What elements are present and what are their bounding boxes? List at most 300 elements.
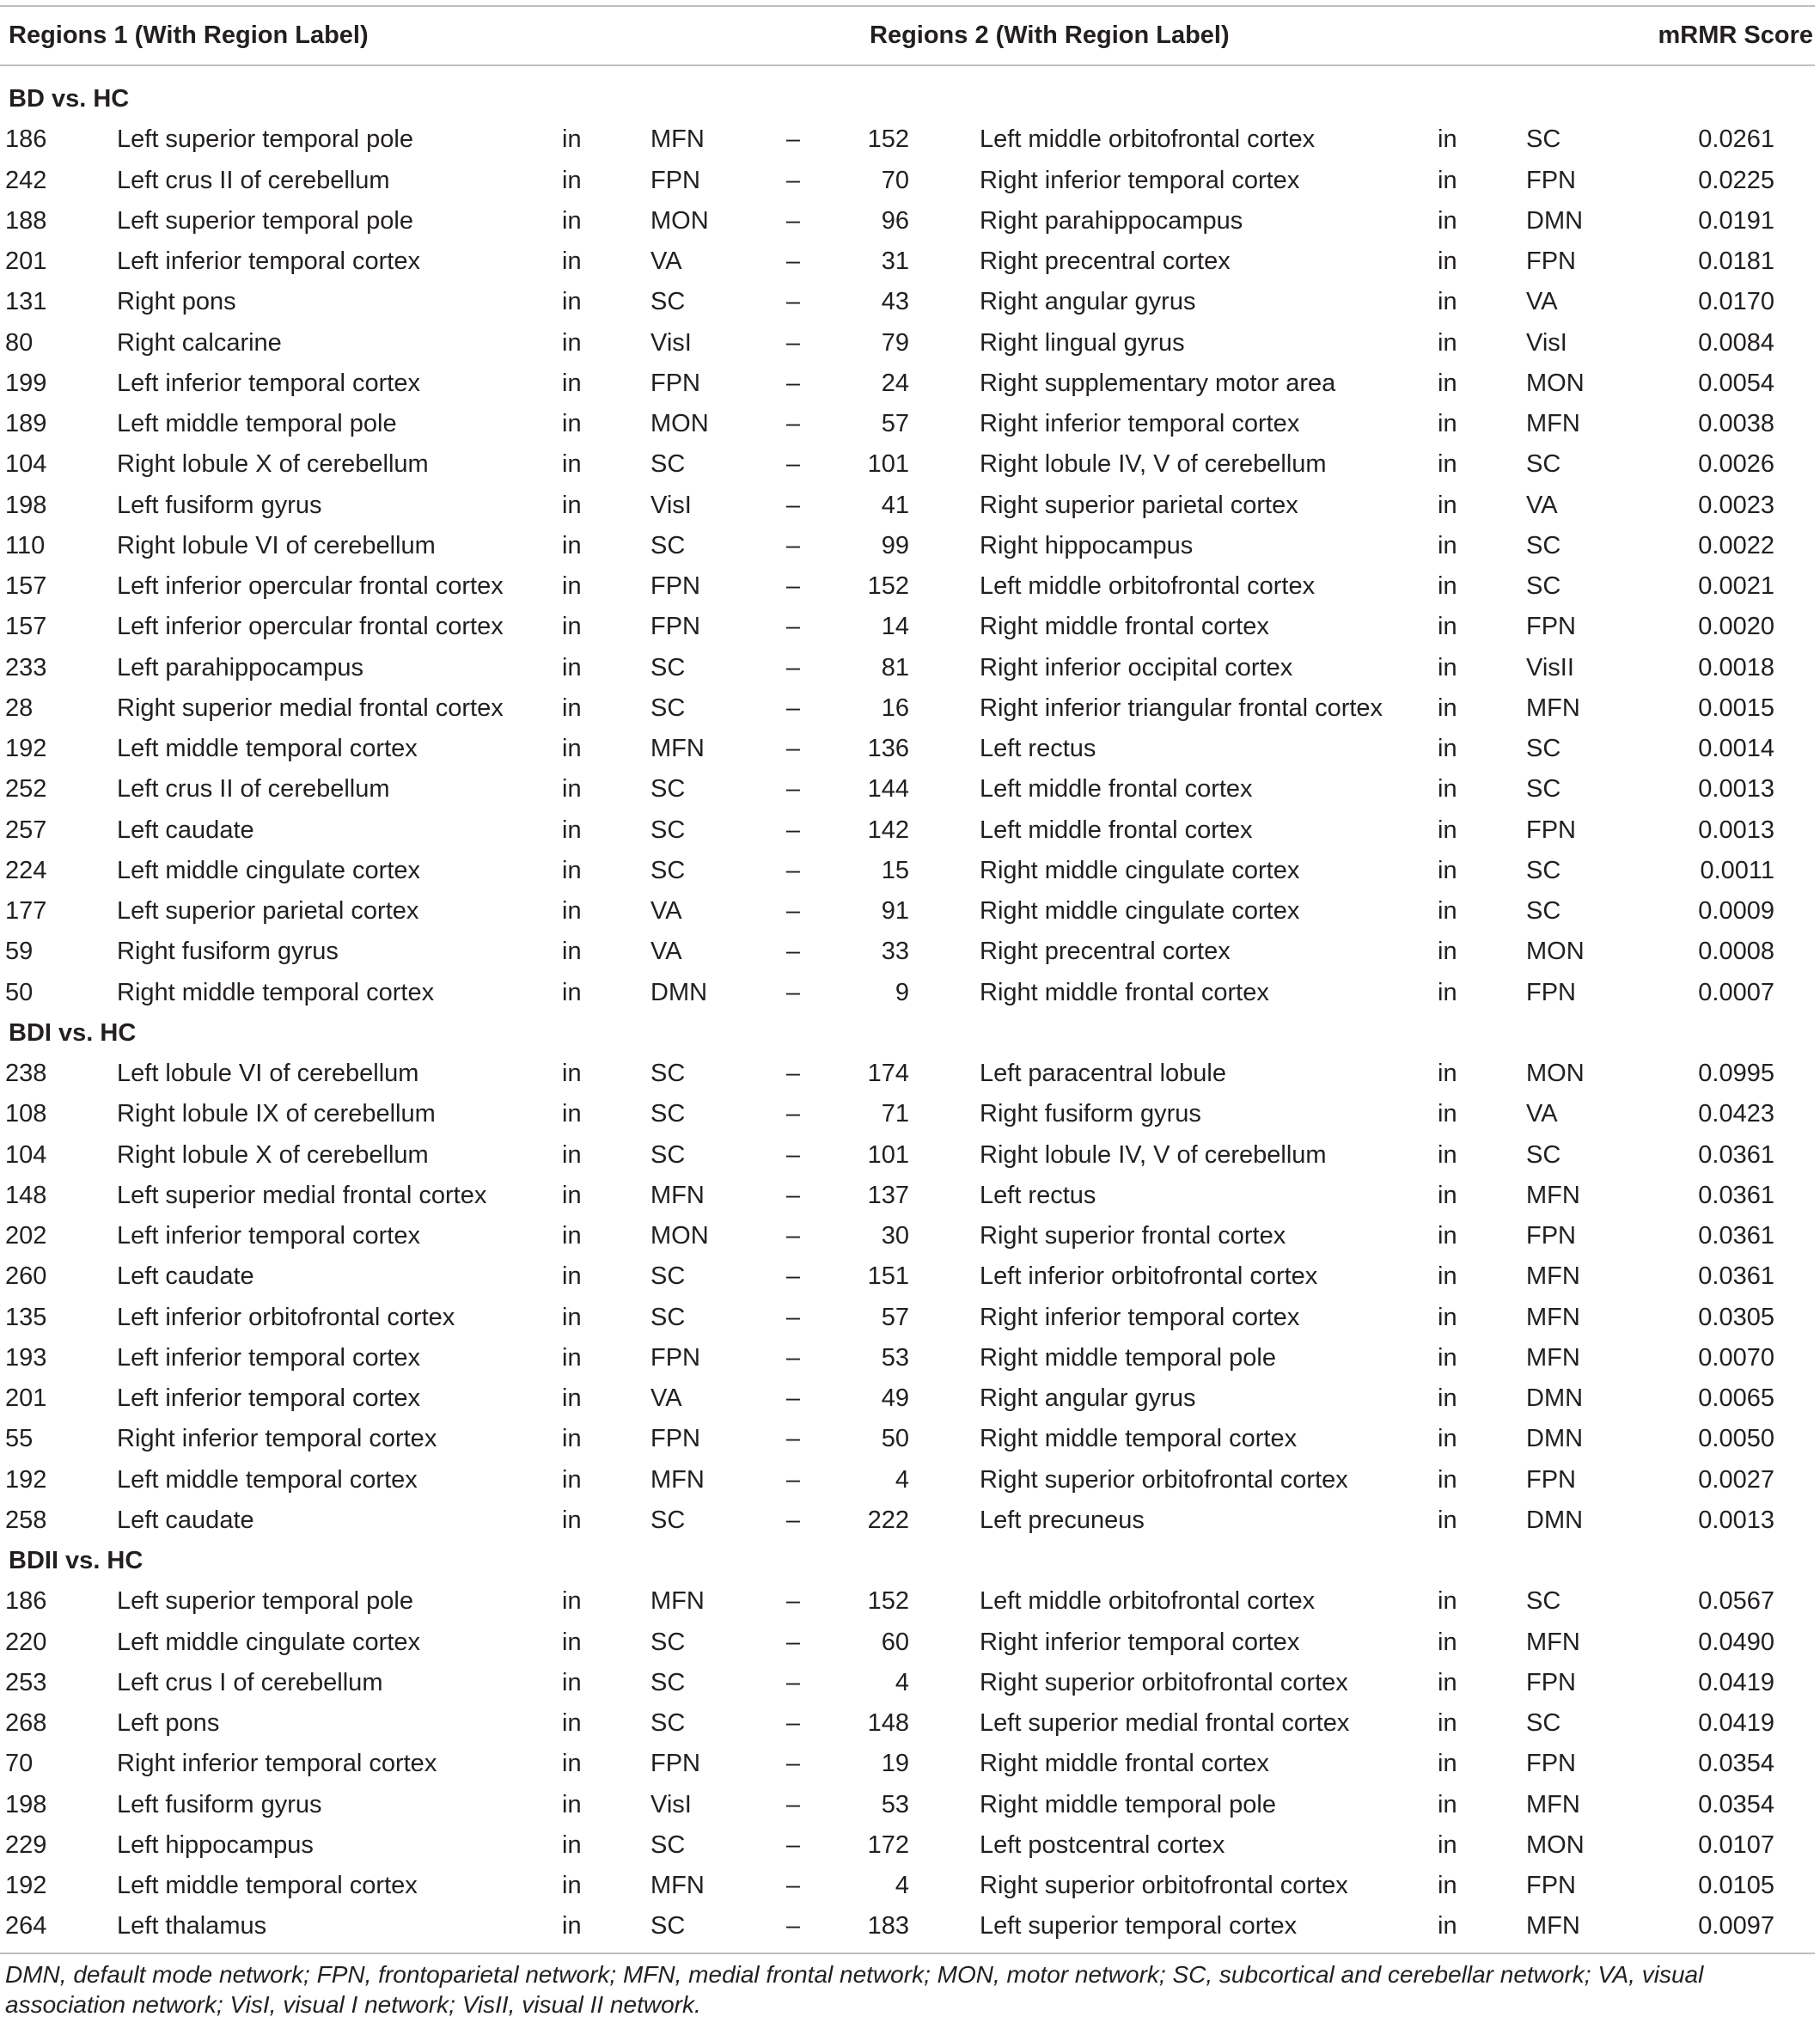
region2-network: FPN [1526, 1222, 1576, 1250]
region1-name: Left caudate [117, 1506, 254, 1534]
mrmr-score: 0.0084 [1698, 328, 1774, 357]
region1-name: Left pons [117, 1709, 220, 1737]
mrmr-score: 0.0070 [1698, 1343, 1774, 1372]
region1-name: Left inferior temporal cortex [117, 1343, 420, 1372]
mrmr-score: 0.0423 [1698, 1100, 1774, 1128]
region2-name: Right middle frontal cortex [980, 1750, 1269, 1778]
connector-dash: – [785, 1425, 801, 1453]
region1-index: 198 [5, 491, 47, 519]
mrmr-score: 0.0225 [1698, 166, 1774, 194]
region2-name: Right inferior triangular frontal cortex [980, 694, 1383, 722]
region1-in: in [562, 1506, 582, 1534]
region2-in: in [1438, 1912, 1457, 1940]
mrmr-score: 0.0181 [1698, 248, 1774, 275]
region2-in: in [1438, 1465, 1457, 1494]
table-row [0, 1623, 1820, 1663]
region1-index: 202 [5, 1222, 47, 1250]
connector-dash: – [785, 1830, 801, 1859]
connector-dash: – [785, 1465, 801, 1494]
region1-index: 199 [5, 369, 47, 397]
region1-in: in [562, 694, 582, 722]
table-row [0, 810, 1820, 851]
mrmr-score: 0.0050 [1698, 1425, 1774, 1453]
region1-name: Right lobule X of cerebellum [117, 450, 429, 479]
region1-network: SC [650, 1628, 686, 1656]
region1-name: Right inferior temporal cortex [117, 1425, 437, 1453]
region2-in: in [1438, 897, 1457, 925]
table-row [0, 1298, 1820, 1338]
region1-index: 186 [5, 125, 47, 154]
region1-network: MON [650, 1222, 709, 1250]
region2-in: in [1438, 125, 1457, 154]
region2-network: FPN [1526, 613, 1576, 641]
region1-name: Left superior temporal pole [117, 1587, 413, 1616]
region1-name: Left inferior temporal cortex [117, 1384, 420, 1412]
region1-index: 131 [5, 288, 47, 316]
mrmr-score: 0.0038 [1698, 410, 1774, 437]
region1-in: in [562, 735, 582, 762]
top-rule [0, 5, 1815, 7]
region2-network: SC [1526, 531, 1561, 559]
connector-dash: – [785, 491, 801, 519]
connector-dash: – [785, 572, 801, 600]
region2-name: Right precentral cortex [980, 938, 1231, 966]
region1-network: VA [650, 248, 682, 275]
region1-index: 242 [5, 166, 47, 194]
region1-in: in [562, 248, 582, 275]
region2-name: Right lingual gyrus [980, 328, 1185, 357]
table-row [0, 161, 1820, 201]
region1-name: Right middle temporal cortex [117, 978, 435, 1006]
table-row [0, 1216, 1820, 1256]
region1-network: FPN [650, 613, 700, 641]
connector-dash: – [785, 1384, 801, 1412]
region2-index: 174 [867, 1060, 909, 1087]
connector-dash: – [785, 1668, 801, 1696]
region1-index: 50 [5, 978, 34, 1006]
connector-dash: – [785, 897, 801, 925]
mrmr-score: 0.0361 [1698, 1222, 1774, 1250]
mrmr-score: 0.0011 [1700, 856, 1774, 884]
region2-in: in [1438, 1790, 1457, 1818]
region2-index: 9 [895, 978, 909, 1006]
region1-index: 55 [5, 1425, 34, 1453]
region1-network: VA [650, 897, 682, 925]
region1-network: MFN [650, 1181, 705, 1209]
region1-in: in [562, 1100, 582, 1128]
footnote: DMN, default mode network; FPN, frontoparietal network; MFN, medial frontal network; MON, motor network; SC, subcortical and cerebellar network; VA, visual association network; VisI, visual I network; VisII, visual II network. [5, 1961, 1704, 2018]
region1-in: in [562, 816, 582, 844]
group-header-row [0, 1541, 1820, 1581]
region2-in: in [1438, 1709, 1457, 1737]
table-row [0, 1906, 1820, 1946]
region1-name: Left inferior temporal cortex [117, 1222, 420, 1250]
region1-network: SC [650, 1100, 686, 1128]
region2-name: Right fusiform gyrus [980, 1100, 1201, 1128]
region2-in: in [1438, 1872, 1457, 1899]
table-row [0, 1378, 1820, 1419]
mrmr-score: 0.0015 [1698, 694, 1774, 722]
mrmr-score: 0.0054 [1698, 369, 1774, 397]
table-row [0, 282, 1820, 322]
region1-in: in [562, 1709, 582, 1737]
region1-index: 258 [5, 1506, 47, 1534]
region2-index: 152 [867, 572, 909, 600]
region1-index: 252 [5, 775, 47, 804]
region2-index: 137 [867, 1181, 909, 1209]
region2-network: DMN [1526, 206, 1584, 235]
region1-name: Left superior parietal cortex [117, 897, 419, 925]
region2-name: Right angular gyrus [980, 288, 1196, 316]
region1-name: Left crus II of cerebellum [117, 775, 390, 804]
region1-in: in [562, 1140, 582, 1169]
mrmr-score: 0.0018 [1698, 653, 1774, 681]
region2-in: in [1438, 491, 1457, 519]
connector-dash: – [785, 1750, 801, 1778]
region2-in: in [1438, 572, 1457, 600]
region2-in: in [1438, 328, 1457, 357]
connector-dash: – [785, 288, 801, 316]
region2-index: 15 [881, 856, 909, 884]
region2-network: MFN [1526, 1181, 1580, 1209]
mrmr-score: 0.0354 [1698, 1750, 1774, 1778]
region1-index: 108 [5, 1100, 47, 1128]
region1-in: in [562, 572, 582, 600]
region2-index: 24 [881, 369, 909, 397]
table-row [0, 1135, 1820, 1176]
region1-network: MFN [650, 1587, 705, 1616]
region2-network: SC [1526, 1709, 1561, 1737]
region2-in: in [1438, 694, 1457, 722]
region2-network: DMN [1526, 1506, 1584, 1534]
region1-network: SC [650, 1830, 686, 1859]
region1-index: 70 [5, 1750, 34, 1778]
region1-index: 177 [5, 897, 47, 925]
connector-dash: – [785, 1587, 801, 1616]
region1-index: 201 [5, 1384, 47, 1412]
region1-index: 192 [5, 1872, 47, 1899]
region2-index: 71 [881, 1100, 909, 1128]
region1-index: 110 [5, 531, 46, 559]
region1-in: in [562, 1060, 582, 1087]
region1-name: Right inferior temporal cortex [117, 1750, 437, 1778]
region1-name: Left hippocampus [117, 1830, 314, 1859]
region1-index: 253 [5, 1668, 47, 1696]
region1-in: in [562, 653, 582, 681]
region2-name: Right middle temporal pole [980, 1790, 1276, 1818]
mrmr-score: 0.0013 [1698, 1506, 1774, 1534]
region2-network: SC [1526, 735, 1561, 762]
region1-in: in [562, 1830, 582, 1859]
region1-name: Right superior medial frontal cortex [117, 694, 504, 722]
region1-in: in [562, 450, 582, 479]
region2-index: 101 [867, 450, 909, 479]
connector-dash: – [785, 1303, 801, 1331]
region1-network: MON [650, 206, 709, 235]
region1-name: Left thalamus [117, 1912, 267, 1940]
header-regions-1: Regions 1 (With Region Label) [9, 21, 369, 49]
region2-name: Right hippocampus [980, 531, 1194, 559]
region1-in: in [562, 938, 582, 966]
region1-network: FPN [650, 1425, 700, 1453]
region2-in: in [1438, 1506, 1457, 1534]
region2-name: Left middle frontal cortex [980, 775, 1253, 804]
region2-network: FPN [1526, 1465, 1576, 1494]
mrmr-score: 0.0261 [1698, 125, 1774, 154]
table-row [0, 1785, 1820, 1825]
table-row [0, 607, 1820, 647]
connector-dash: – [785, 1100, 801, 1128]
table-row [0, 648, 1820, 688]
region1-name: Left inferior opercular frontal cortex [117, 572, 504, 600]
connector-dash: – [785, 328, 801, 357]
region1-in: in [562, 1790, 582, 1818]
region2-network: MFN [1526, 1343, 1580, 1372]
region2-in: in [1438, 1668, 1457, 1696]
region1-index: 238 [5, 1060, 47, 1087]
connector-dash: – [785, 613, 801, 641]
region2-index: 152 [867, 125, 909, 154]
connector-dash: – [785, 1628, 801, 1656]
mrmr-score: 0.0023 [1698, 491, 1774, 519]
region1-name: Right lobule X of cerebellum [117, 1140, 429, 1169]
region1-in: in [562, 166, 582, 194]
region2-network: SC [1526, 1140, 1561, 1169]
region1-name: Right lobule IX of cerebellum [117, 1100, 436, 1128]
region1-name: Left inferior orbitofrontal cortex [117, 1303, 455, 1331]
connector-dash: – [785, 1060, 801, 1087]
region2-name: Right inferior temporal cortex [980, 166, 1300, 194]
table-row [0, 364, 1820, 404]
region2-name: Left precuneus [980, 1506, 1145, 1534]
connector-dash: – [785, 694, 801, 722]
region2-name: Right precentral cortex [980, 248, 1231, 275]
region2-network: DMN [1526, 1384, 1584, 1412]
region2-name: Left middle orbitofrontal cortex [980, 125, 1316, 154]
region2-network: SC [1526, 775, 1561, 804]
region2-index: 152 [867, 1587, 909, 1616]
connector-dash: – [785, 1343, 801, 1372]
region1-in: in [562, 491, 582, 519]
region2-network: SC [1526, 1587, 1561, 1616]
connector-dash: – [785, 1912, 801, 1940]
group-header-row [0, 1013, 1820, 1054]
region2-index: 144 [867, 775, 909, 804]
region1-index: 59 [5, 938, 34, 966]
region2-network: MFN [1526, 1628, 1580, 1656]
connector-dash: – [785, 653, 801, 681]
region1-network: MON [650, 410, 709, 437]
connector-dash: – [785, 1140, 801, 1169]
region2-index: 4 [895, 1465, 909, 1494]
region2-in: in [1438, 369, 1457, 397]
region2-name: Left superior medial frontal cortex [980, 1709, 1350, 1737]
region1-in: in [562, 775, 582, 804]
region1-name: Right fusiform gyrus [117, 938, 339, 966]
region2-name: Left middle frontal cortex [980, 816, 1253, 844]
region1-network: SC [650, 288, 686, 316]
region1-in: in [562, 1465, 582, 1494]
mrmr-score: 0.0361 [1698, 1181, 1774, 1209]
region2-name: Right middle cingulate cortex [980, 897, 1300, 925]
region1-name: Left middle temporal cortex [117, 735, 418, 762]
bottom-rule [0, 1953, 1815, 1954]
region2-index: 53 [881, 1790, 909, 1818]
region2-network: SC [1526, 450, 1561, 479]
table-row [0, 241, 1820, 282]
region1-network: SC [650, 1912, 686, 1940]
region1-index: 135 [5, 1303, 47, 1331]
region2-index: 142 [867, 816, 909, 844]
table-row [0, 932, 1820, 972]
region2-in: in [1438, 1384, 1457, 1412]
region1-index: 229 [5, 1830, 47, 1859]
region1-in: in [562, 125, 582, 154]
region1-in: in [562, 206, 582, 235]
region2-name: Left postcentral cortex [980, 1830, 1225, 1859]
region1-in: in [562, 856, 582, 884]
table-row [0, 769, 1820, 810]
mrmr-score: 0.0305 [1698, 1303, 1774, 1331]
group-title: BDII vs. HC [9, 1547, 144, 1574]
region1-index: 198 [5, 1790, 47, 1818]
region1-in: in [562, 897, 582, 925]
mrmr-score: 0.0419 [1698, 1668, 1774, 1696]
region1-in: in [562, 978, 582, 1006]
region2-network: FPN [1526, 1750, 1576, 1778]
region2-index: 43 [881, 288, 909, 316]
region2-in: in [1438, 1140, 1457, 1169]
region1-network: VisI [650, 1790, 692, 1818]
region1-in: in [562, 1384, 582, 1412]
region2-in: in [1438, 1343, 1457, 1372]
region2-name: Right parahippocampus [980, 206, 1243, 235]
connector-dash: – [785, 978, 801, 1006]
region2-in: in [1438, 166, 1457, 194]
header-mrmr-score: mRMR Score [1658, 21, 1813, 49]
mrmr-score: 0.0013 [1698, 816, 1774, 844]
connector-dash: – [785, 1262, 801, 1291]
region1-in: in [562, 1750, 582, 1778]
region1-network: SC [650, 1709, 686, 1737]
table-row [0, 1419, 1820, 1459]
region1-in: in [562, 1587, 582, 1616]
connector-dash: – [785, 206, 801, 235]
region1-network: SC [650, 1262, 686, 1291]
region2-name: Right middle temporal pole [980, 1343, 1276, 1372]
region1-index: 260 [5, 1262, 47, 1291]
region2-index: 222 [867, 1506, 909, 1534]
region2-network: SC [1526, 125, 1561, 154]
region2-index: 14 [881, 613, 909, 641]
mrmr-score: 0.0107 [1698, 1830, 1774, 1859]
region1-index: 157 [5, 572, 47, 600]
mrmr-score: 0.0361 [1698, 1262, 1774, 1291]
region2-index: 49 [881, 1384, 909, 1412]
region2-in: in [1438, 1750, 1457, 1778]
region2-network: MFN [1526, 1912, 1580, 1940]
region1-network: FPN [650, 369, 700, 397]
region2-network: SC [1526, 572, 1561, 600]
region1-index: 192 [5, 1465, 47, 1494]
table-row [0, 973, 1820, 1013]
connector-dash: – [785, 369, 801, 397]
region1-network: VisI [650, 328, 692, 357]
region2-index: 4 [895, 1668, 909, 1696]
region1-network: SC [650, 694, 686, 722]
region1-in: in [562, 410, 582, 437]
region1-name: Left caudate [117, 1262, 254, 1291]
region1-index: 192 [5, 735, 47, 762]
region1-in: in [562, 1343, 582, 1372]
region1-index: 224 [5, 856, 47, 884]
region2-name: Right superior orbitofrontal cortex [980, 1872, 1348, 1899]
region1-network: SC [650, 1060, 686, 1087]
region1-index: 188 [5, 206, 47, 235]
region1-in: in [562, 328, 582, 357]
table-row [0, 729, 1820, 769]
region2-name: Left inferior orbitofrontal cortex [980, 1262, 1318, 1291]
connector-dash: – [785, 938, 801, 966]
region2-in: in [1438, 938, 1457, 966]
region2-in: in [1438, 531, 1457, 559]
region2-name: Right inferior temporal cortex [980, 410, 1300, 437]
table-row [0, 1866, 1820, 1906]
region2-index: 101 [867, 1140, 909, 1169]
region1-name: Left parahippocampus [117, 653, 363, 681]
region2-index: 19 [881, 1750, 909, 1778]
connector-dash: – [785, 1709, 801, 1737]
connector-dash: – [785, 1506, 801, 1534]
region1-network: SC [650, 531, 686, 559]
region2-in: in [1438, 1303, 1457, 1331]
region1-in: in [562, 1222, 582, 1250]
table-row [0, 1825, 1820, 1866]
table-row [0, 1054, 1820, 1094]
region2-in: in [1438, 978, 1457, 1006]
region2-name: Right middle frontal cortex [980, 978, 1269, 1006]
region2-index: 151 [867, 1262, 909, 1291]
table-row [0, 1338, 1820, 1378]
region2-index: 53 [881, 1343, 909, 1372]
region2-name: Right superior frontal cortex [980, 1222, 1286, 1250]
table-row [0, 444, 1820, 485]
region2-index: 96 [881, 206, 909, 235]
region1-index: 257 [5, 816, 47, 844]
region1-index: 233 [5, 653, 47, 681]
region2-name: Right inferior temporal cortex [980, 1628, 1300, 1656]
region2-index: 41 [881, 491, 909, 519]
region2-in: in [1438, 248, 1457, 275]
region1-in: in [562, 1262, 582, 1291]
region2-index: 33 [881, 938, 909, 966]
mrmr-score: 0.0170 [1698, 288, 1774, 316]
region2-index: 70 [881, 166, 909, 194]
region1-index: 186 [5, 1587, 47, 1616]
table-row [0, 688, 1820, 729]
region1-name: Left lobule VI of cerebellum [117, 1060, 419, 1087]
region1-in: in [562, 288, 582, 316]
region2-in: in [1438, 1262, 1457, 1291]
table-row [0, 323, 1820, 364]
table-row [0, 1703, 1820, 1744]
region1-name: Right pons [117, 288, 236, 316]
region1-network: SC [650, 1303, 686, 1331]
region2-network: MFN [1526, 1790, 1580, 1818]
mrmr-score: 0.0419 [1698, 1709, 1774, 1737]
region1-network: SC [650, 856, 686, 884]
region1-index: 157 [5, 613, 47, 641]
